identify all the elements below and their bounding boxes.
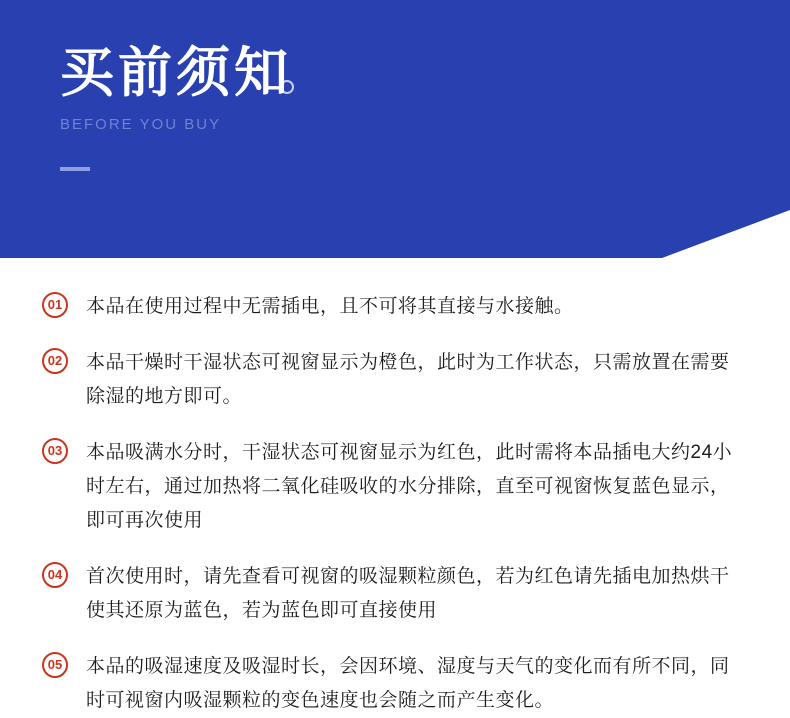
list-item bbox=[42, 650, 734, 718]
list-item-number: 05 bbox=[42, 652, 68, 678]
banner-corner-notch bbox=[662, 210, 790, 258]
title-dot-decoration bbox=[280, 80, 294, 94]
list-item bbox=[42, 290, 734, 324]
banner-text-group bbox=[60, 40, 292, 171]
page-header-banner bbox=[0, 0, 790, 258]
list-item-text: 本品吸满水分时，干湿状态可视窗显示为红色，此时需将本品插电大约24小时左右，通过加热将二氧化硅吸收的水分排除，直至可视窗恢复蓝色显示，即可再次使用 bbox=[86, 442, 733, 531]
page-title-text: 买前须知 bbox=[60, 43, 292, 103]
list-item-number: 03 bbox=[42, 438, 68, 464]
list-item bbox=[42, 560, 734, 628]
notice-list bbox=[0, 258, 790, 718]
list-item-text: 首次使用时，请先查看可视窗的吸湿颗粒颜色，若为红色请先插电加热烘干使其还原为蓝色，若为蓝色即可直接使用 bbox=[86, 566, 730, 621]
page-subtitle: BEFORE YOU BUY bbox=[60, 116, 222, 133]
list-item-number: 02 bbox=[42, 348, 68, 374]
list-item-number: 04 bbox=[42, 562, 68, 588]
title-underline-rule bbox=[60, 167, 90, 171]
list-item-text: 本品在使用过程中无需插电，且不可将其直接与水接触。 bbox=[86, 296, 574, 317]
page-title bbox=[60, 40, 292, 106]
list-item-number: 01 bbox=[42, 292, 68, 318]
list-item-text: 本品的吸湿速度及吸湿时长，会因环境、湿度与天气的变化而有所不同，同时可视窗内吸湿颗粒的变色速度也会随之而产生变化。 bbox=[86, 656, 730, 711]
list-item bbox=[42, 436, 734, 538]
list-item-text: 本品干燥时干湿状态可视窗显示为橙色，此时为工作状态，只需放置在需要除湿的地方即可。 bbox=[86, 352, 730, 407]
list-item bbox=[42, 346, 734, 414]
